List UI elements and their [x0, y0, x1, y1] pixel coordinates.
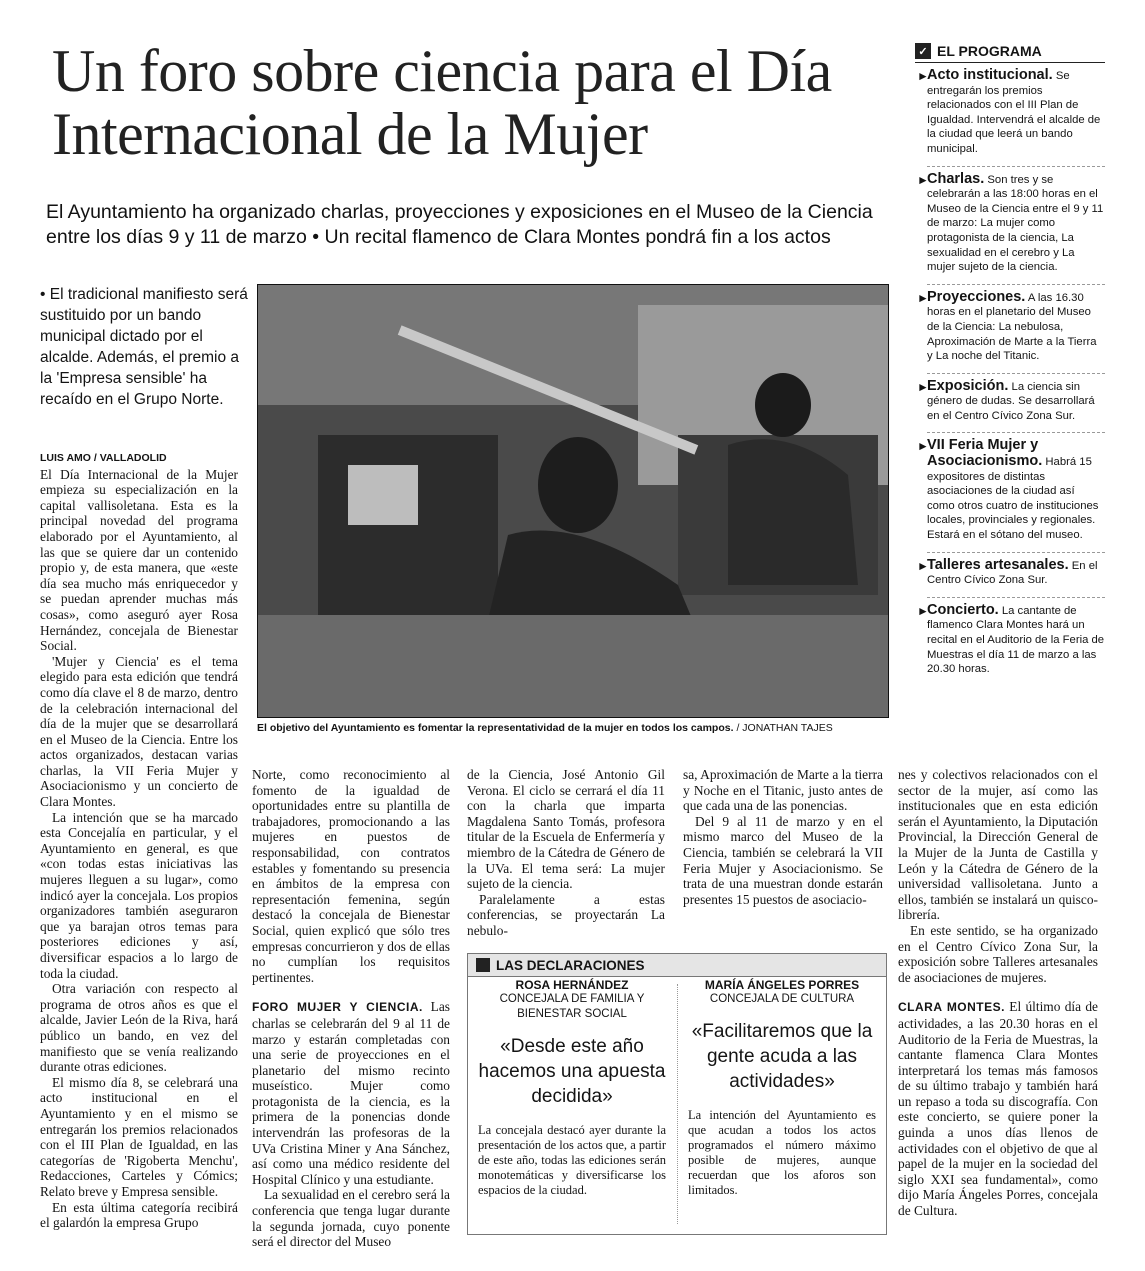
caption-text: El objetivo del Ayuntamiento es fomentar la representatividad de la mujer en todos los campos. — [257, 722, 734, 734]
speaker-name: ROSA HERNÁNDEZ — [515, 978, 629, 992]
paragraph: sa, Aproximación de Marte a la tierra y Noche en el Titanic, justo antes de que cada una de las ponencias. — [683, 767, 883, 814]
paragraph: nes y colectivos relacionados con el sector de la mujer, así como las institucionales que en esta edición serán el Ayuntamiento, la Diputación Provincial, la Dirección General de la Mujer de la Junta de Castilla y León y la Cátedra de Género de la universidad vallisoletana. Junto a ellos, también se instalará un quisco-librería. — [898, 767, 1098, 923]
article-column-1 — [40, 451, 238, 1231]
program-item — [917, 63, 1105, 167]
column-divider — [677, 984, 678, 1224]
program-item-text: La cantante de flamenco Clara Montes hará un recital en el Auditorio de la Feria de Muestras el día 11 de marzo a las 20.30 horas. — [927, 604, 1105, 676]
declaration-right — [682, 978, 882, 1198]
byline: LUIS AMO / VALLADOLID — [40, 452, 167, 464]
section-marker-icon — [476, 958, 490, 972]
paragraph: Paralelamente a estas conferencias, se proyectarán La nebulo- — [467, 891, 665, 938]
program-item-title: Charlas. — [927, 170, 985, 187]
declaration-left — [472, 978, 672, 1198]
section-kicker: FORO MUJER Y CIENCIA. — [252, 1000, 423, 1015]
program-item-title: Proyecciones. — [927, 288, 1026, 305]
program-item — [917, 374, 1105, 434]
arrow-icon: ► — [917, 603, 929, 618]
program-item-text: La ciencia sin género de dudas. Se desarrollará en el Centro Cívico Zona Sur. — [927, 380, 1095, 422]
paragraph: Del 9 al 11 de marzo y en el mismo marco del Museo de la Ciencia, también se celebrará la VII Feria Mujer y Asociacionismo. Se trata de una muestran donde estarán presentes 15 puestos de asociacio- — [683, 813, 883, 907]
paragraph: El Día Internacional de la Mujer empieza su especialización en la capital vallisoletana. Esta es la principal novedad del programa elaborado por el Ayuntamiento, al las que se quiere dar un contenido propio y, de esta manera, que «este día sea mucho más enriquecedor y se puedan aprender muchas más cosas», como aseguró ayer Rosa Hernández, concejala de Bienestar Social. — [40, 466, 238, 654]
article-column-5 — [898, 767, 1098, 1219]
headline: Un foro sobre ciencia para el Día Internacional de la Mujer — [52, 38, 832, 167]
paragraph: En esta última categoría recibirá el galardón la empresa Grupo — [40, 1199, 238, 1231]
paragraph: Las charlas se celebrarán del 9 al 11 de marzo y estarán completadas con una serie de proyecciones en el planetario del mismo recinto museístico. Mujer como protagonista de la ciencia, es la primera de la ponencias donde intervendrán las profesoras de la UVa Cristina Miner y Ana Sánchez, así como una médico residente del Hospital Clínico y una estudiante. — [252, 999, 450, 1187]
program-item — [917, 285, 1105, 374]
paragraph: Norte, como reconocimiento al fomento de la igualdad de oportunidades entre su plantilla de trabajadores, promocionando a las mujeres en puestos de responsabilidad, con contratos estables y fomentando su presencia en ámbitos de la empresa con representación femenina, según destacó la concejala de Bienestar Social, quien explicó que sólo tres empresas concurrieron y dos de ellas no cumplían los requisitos pertinentes. — [252, 767, 450, 985]
section-marker-icon: ✓ — [915, 43, 931, 59]
program-item-text: Se entregarán los premios relacionados con el III Plan de Igualdad. Intervendrá el alcalde de la ciudad que leerá un bando municipal. — [927, 70, 1101, 155]
speaker-role: CONCEJALA DE FAMILIA Y BIENESTAR SOCIAL — [499, 993, 645, 1020]
article-photo — [257, 284, 889, 718]
program-item-title: Acto institucional. — [927, 67, 1053, 83]
paragraph: En este sentido, se ha organizado en el Centro Cívico Zona Sur, la exposición sobre Talleres artesanales de asociaciones de mujeres. — [898, 922, 1098, 985]
photo-illustration — [258, 285, 888, 717]
arrow-icon: ► — [917, 558, 929, 573]
paragraph: La sexualidad en el cerebro será la conferencia que tenga lugar durante la segunda jornada, cuyo ponente será el director del Museo — [252, 1187, 450, 1250]
paragraph: de la Ciencia, José Antonio Gil Verona. El ciclo se cerrará el día 11 con la charla que imparta Magdalena Santo Tomás, profesora titular de la Escuela de Enfermería y miembro de la Cátedra de Género de la UVa. El tema será: La mujer sujeto de la ciencia. — [467, 767, 665, 892]
lead-summary: • El tradicional manifiesto será sustituido por un bando municipal dictado por el alcalde. Además, el premio a la 'Empresa sensible' ha recaído en el Grupo Norte. — [40, 286, 248, 408]
program-item-text: A las 16.30 horas en el planetario del Museo de la Ciencia: La nebulosa, Aproximación de Marte a la Tierra y La noche del Titanic. — [927, 291, 1097, 363]
paragraph: Otra variación con respecto al programa de otros años es que el alcalde, Javier León de la Riva, hará público un bando, en vez del manifiesto que se venía realizando durante otras ediciones. — [40, 981, 238, 1075]
paragraph: El mismo día 8, se celebrará una acto institucional en el Ayuntamiento y en el mismo se entregarán los premios relacionados con el III Plan de Igualdad, en las categorías de 'Rigoberta Menchu', Redacciones, Carteles y Cómics; Relato breve y Empresa sensible. — [40, 1074, 238, 1199]
article-column-2 — [252, 767, 450, 1250]
program-item-title: Exposición. — [927, 377, 1009, 394]
program-item-text: Habrá 15 expositores de distintas asociaciones de la ciudad así como otros cuatro de instituciones locales, provinciales y regionales. Estará en el sótano del museo. — [927, 456, 1099, 542]
program-sidebar — [915, 40, 1105, 730]
paragraph: 'Mujer y Ciencia' es el tema elegido para esta edición que tendrá como día clave el 8 de marzo, dentro de la celebración internacional del día de la mujer que se desarrollará en el Museo de la Ciencia. Entre los actos organizados, destacan varias charlas, la VII Feria Mujer y Asociacionismo y un concierto de Clara Montes. — [40, 653, 238, 810]
program-item-title: VII Feria Mujer y Asociacionismo. — [927, 437, 1043, 470]
section-kicker: CLARA MONTES. — [898, 1000, 1005, 1015]
speaker-role: CONCEJALA DE CULTURA — [709, 993, 855, 1005]
declarations-title: LAS DECLARACIONES — [496, 957, 645, 973]
program-item-title: Concierto. — [927, 601, 999, 618]
arrow-icon: ► — [917, 290, 929, 305]
subheadline: El Ayuntamiento ha organizado charlas, proyecciones y exposiciones en el Museo de la Ciencia entre los días 9 y 11 de marzo • Un recital flamenco de Clara Montes pondrá fin a los actos — [46, 201, 873, 248]
program-item — [917, 433, 1105, 552]
declarations-header — [468, 954, 886, 977]
photo-caption — [257, 722, 897, 734]
declaration-text: La intención del Ayuntamiento es que acudan a todos los actos programados el número máximo posible de mujeres, aunque recuerdan que los aforos son limitados. — [688, 1108, 876, 1197]
program-item-title: Talleres artesanales. — [927, 556, 1069, 573]
program-item-text: Son tres y se celebrarán a las 18:00 horas en el Museo de la Ciencia entre el 9 y 11 de marzo: La mujer como protagonista de la ciencia, La sexualidad en el cerebro y La mujer sujeto de la ciencia. — [927, 173, 1104, 274]
arrow-icon: ► — [917, 172, 929, 187]
article-column-4 — [683, 767, 883, 907]
program-item-text: En el Centro Cívico Zona Sur. — [927, 559, 1098, 587]
pull-quote: «Desde este año hacemos una apuesta decidida» — [478, 1036, 666, 1107]
paragraph: La intención que se ha marcado esta Concejalía en particular, y el Ayuntamiento en general, es que «con todas estas iniciativas las mujeres lleguen a su lugar», como indicó ayer la concejala. Los propios organizadores también aseguraron que ya barajan otros temas para posteriores ediciones y así, diversificar espacios a lo largo de toda la ciudad. — [40, 809, 238, 981]
sidebar-title: EL PROGRAMA — [937, 43, 1042, 59]
article-column-3 — [467, 767, 665, 939]
arrow-icon: ► — [917, 439, 929, 454]
paragraph: El último día de actividades, a las 20.30 horas en el Auditorio de la Feria de Muestras, la cantante flamenca Clara Montes interpretará los temas más famosos de su último trabajo y también hará un repaso a toda su discografía. Con este concierto, se quiere poner la guinda a unos días llenos de actividades con el objetivo de que al papel de la mujer en la sociedad del siglo XXI sea fundamental», como dijo María Ángeles Porres, concejala de Cultura. — [898, 999, 1098, 1219]
sidebar-header — [915, 40, 1105, 63]
photo-credit: / JONATHAN TAJES — [736, 722, 833, 734]
pull-quote: «Facilitaremos que la gente acuda a las actividades» — [691, 1021, 873, 1092]
program-item — [917, 553, 1105, 598]
arrow-icon: ► — [917, 379, 929, 394]
declarations-box — [467, 953, 887, 1235]
program-item — [917, 167, 1105, 285]
declaration-text: La concejala destacó ayer durante la presentación de los actos que, a partir de este año, todas las ediciones serán monotemáticas y diversificarse los espacios de la ciudad. — [478, 1123, 666, 1197]
speaker-name: MARÍA ÁNGELES PORRES — [704, 978, 860, 992]
program-item — [917, 598, 1105, 686]
arrow-icon: ► — [917, 69, 929, 83]
